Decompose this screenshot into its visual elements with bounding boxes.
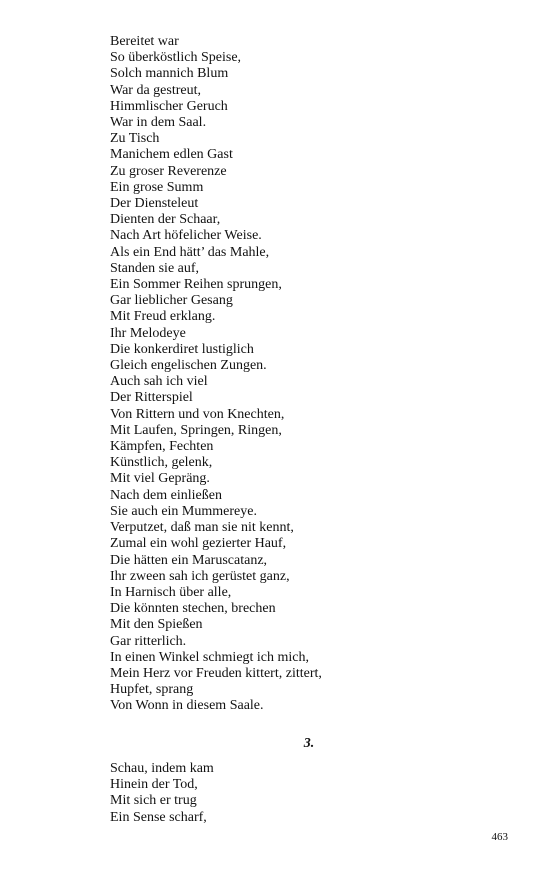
verse-line: Zumal ein wohl gezierter Hauf, <box>110 536 287 552</box>
verse-line: Manichem edlen Gast <box>110 147 233 163</box>
verse-line: Von Wonn in diesem Saale. <box>110 698 264 714</box>
verse-line: Mit den Spießen <box>110 617 203 633</box>
verse-line: Bereitet war <box>110 34 179 49</box>
page-number: 463 <box>491 831 508 843</box>
verse-line: Standen sie auf, <box>110 260 200 276</box>
verse-line: Als ein End hätt’ das Mahle, <box>110 244 270 260</box>
verse-line: Ein Sense scharf, <box>110 809 207 825</box>
verse-line: Dienten der Schaar, <box>110 212 221 228</box>
verse-line: Die konkerdiret lustiglich <box>110 341 254 357</box>
verse-line: Hupfet, sprang <box>110 682 194 698</box>
verse-line: Gar ritterlich. <box>110 633 187 649</box>
verse-line: Der Ritterspiel <box>110 390 193 406</box>
verse-line: Nach Art höfelicher Weise. <box>110 228 262 244</box>
poem-stanza <box>110 761 214 826</box>
verse-line: Die hätten ein Maruscatanz, <box>110 552 268 568</box>
verse-line: Die könnten stechen, brechen <box>110 601 276 617</box>
section-number: 3. <box>303 736 315 751</box>
verse-line: Zu groser Reverenze <box>110 163 227 179</box>
verse-line: Himmlischer Geruch <box>110 98 228 114</box>
verse-line: Schau, indem kam <box>110 761 214 776</box>
verse-line: In einen Winkel schmiegt ich mich, <box>110 649 310 665</box>
verse-line: Sie auch ein Mummereye. <box>110 503 257 519</box>
verse-line: Ein Sommer Reihen sprungen, <box>110 277 282 293</box>
verse-line: Solch mannich Blum <box>110 66 229 82</box>
verse-line: Ihr zween sah ich gerüstet ganz, <box>110 568 290 584</box>
verse-line: Mit viel Gepräng. <box>110 471 210 487</box>
verse-line: Der Diensteleut <box>110 196 199 212</box>
verse-line: Gar lieblicher Gesang <box>110 293 233 309</box>
verse-line: Ihr Melodeye <box>110 325 186 341</box>
verse-line: Gleich engelischen Zungen. <box>110 358 267 374</box>
verse-line: So überköstlich Speise, <box>110 50 242 66</box>
verse-line: Mein Herz vor Freuden kittert, zittert, <box>110 665 322 681</box>
verse-line: Auch sah ich viel <box>110 374 208 390</box>
verse-line: Mit sich er trug <box>110 793 197 809</box>
verse-line: Mit Freud erklang. <box>110 309 216 325</box>
verse-line: War da gestreut, <box>110 82 201 98</box>
verse-line: Mit Laufen, Springen, Ringen, <box>110 422 282 438</box>
verse-line: Verputzet, daß man sie nit kennt, <box>110 520 294 536</box>
poem-stanza <box>110 34 322 715</box>
verse-line: Kämpfen, Fechten <box>110 439 214 455</box>
verse-line: Künstlich, gelenk, <box>110 455 213 471</box>
verse-line: Zu Tisch <box>110 131 160 147</box>
verse-line: Nach dem einließen <box>110 487 222 503</box>
verse-line: In Harnisch über alle, <box>110 584 232 600</box>
verse-line: War in dem Saal. <box>110 115 207 131</box>
verse-line: Hinein der Tod, <box>110 777 198 793</box>
verse-line: Von Rittern und von Knechten, <box>110 406 285 422</box>
verse-line: Ein grose Summ <box>110 179 204 195</box>
